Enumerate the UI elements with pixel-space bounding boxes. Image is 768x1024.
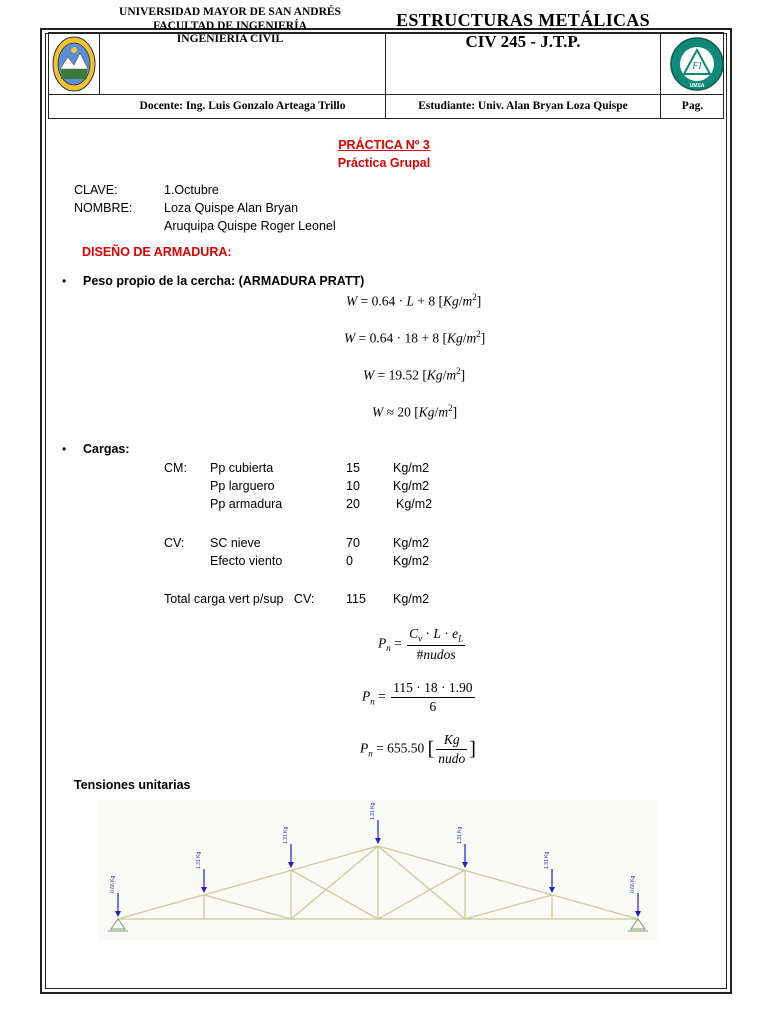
total-unit: Kg/m2 <box>393 592 430 606</box>
cm-label: CM: <box>164 461 187 475</box>
load-unit: Kg/m2 <box>393 479 430 493</box>
load-unit: Kg/m2 <box>393 554 430 568</box>
course-code: CIV 245 - J.T.P. <box>465 32 581 51</box>
load-label: 0.66 Kg <box>630 875 636 893</box>
nombre-1: Loza Quispe Alan Bryan <box>164 201 299 215</box>
load-unit: Kg/m2 <box>396 497 433 511</box>
load-label: 1.31 Kg <box>196 851 202 869</box>
eq-pn-result: $P_n = 655.50$ [ $\frac{Kg}{\text{nudo}}$ ] <box>360 732 476 766</box>
nombre-2: Aruquipa Quispe Roger Leonel <box>164 219 336 233</box>
docente-label: Docente: Ing. Luis Gonzalo Arteaga Trillo <box>139 100 346 112</box>
load-label: 1.31 Kg <box>370 802 376 820</box>
eq-pn-formula: $P_n$ = $\frac{C_v \cdot L \cdot e_L}{\text{\#nudos}}$ <box>378 626 464 662</box>
load-name: Efecto viento <box>210 554 283 568</box>
total-label: Total carga vert p/sup CV: <box>164 592 315 606</box>
peso-title: Peso propio de la cercha: (ARMADURA PRATT) <box>83 274 365 288</box>
load-name: Pp armadura <box>210 497 283 511</box>
load-unit: Kg/m2 <box>393 536 430 550</box>
eq-w-result: W = 19.52 $[Kg/m^2]$ <box>363 366 466 383</box>
load-name: SC nieve <box>210 536 261 550</box>
load-label: 1.31 Kg <box>457 826 463 844</box>
practice-subtitle: Práctica Grupal <box>337 156 431 170</box>
load-value: 15 <box>346 461 360 475</box>
eq-pn-substitution: $P_n$ = $\frac{115 \cdot 18 \cdot 1.90}{6}$ <box>362 680 473 714</box>
faculty-name: FACULTAD DE INGENIERÍA <box>153 19 307 32</box>
course-title: ESTRUCTURAS METÁLICAS <box>396 10 650 30</box>
clave-label: CLAVE: <box>74 183 118 197</box>
page-label: Pag. <box>681 100 704 112</box>
faculty-logo-icon <box>668 36 726 92</box>
truss-diagram <box>98 800 658 940</box>
load-label: 1.31 Kg <box>283 826 289 844</box>
load-value: 20 <box>346 497 360 511</box>
svg-text:FI: FI <box>692 61 702 72</box>
load-label: 0.66 Kg <box>110 875 116 893</box>
tensiones-title: Tensiones unitarias <box>74 778 191 792</box>
estudiante-label: Estudiante: Univ. Alan Bryan Loza Quispe <box>418 100 628 112</box>
practice-title: PRÁCTICA Nº 3 <box>338 138 430 152</box>
load-label: 1.31 Kg <box>544 851 550 869</box>
svg-text:UMSA: UMSA <box>689 83 705 89</box>
bullet-icon: • <box>62 442 67 456</box>
cv-label: CV: <box>164 536 185 550</box>
clave-value: 1.Octubre <box>164 183 219 197</box>
eq-w-rounded: W ≈ 20 $[Kg/m^2]$ <box>372 403 458 420</box>
career-name: INGENIERÍA CIVIL <box>176 33 284 45</box>
load-unit: Kg/m2 <box>393 461 430 475</box>
total-value: 115 <box>346 592 366 606</box>
load-name: Pp larguero <box>210 479 275 493</box>
eq-w-substitution: W = 0.64 · 18 + 8 $[Kg/m^2]$ <box>344 329 486 346</box>
umsa-seal-icon <box>51 35 97 93</box>
load-value: 70 <box>346 536 360 550</box>
section-title: DISEÑO DE ARMADURA: <box>82 245 232 259</box>
load-name: Pp cubierta <box>210 461 274 475</box>
cargas-title: Cargas: <box>83 442 130 456</box>
load-value: 0 <box>346 554 353 568</box>
university-block <box>100 6 360 47</box>
nombre-label: NOMBRE: <box>74 201 133 215</box>
university-name: UNIVERSIDAD MAYOR DE SAN ANDRÉS <box>119 6 341 18</box>
load-value: 10 <box>346 479 360 493</box>
bullet-icon: • <box>62 274 67 288</box>
eq-w-formula: W = 0.64 · L + 8 $[Kg/m^2]$ <box>346 292 482 309</box>
